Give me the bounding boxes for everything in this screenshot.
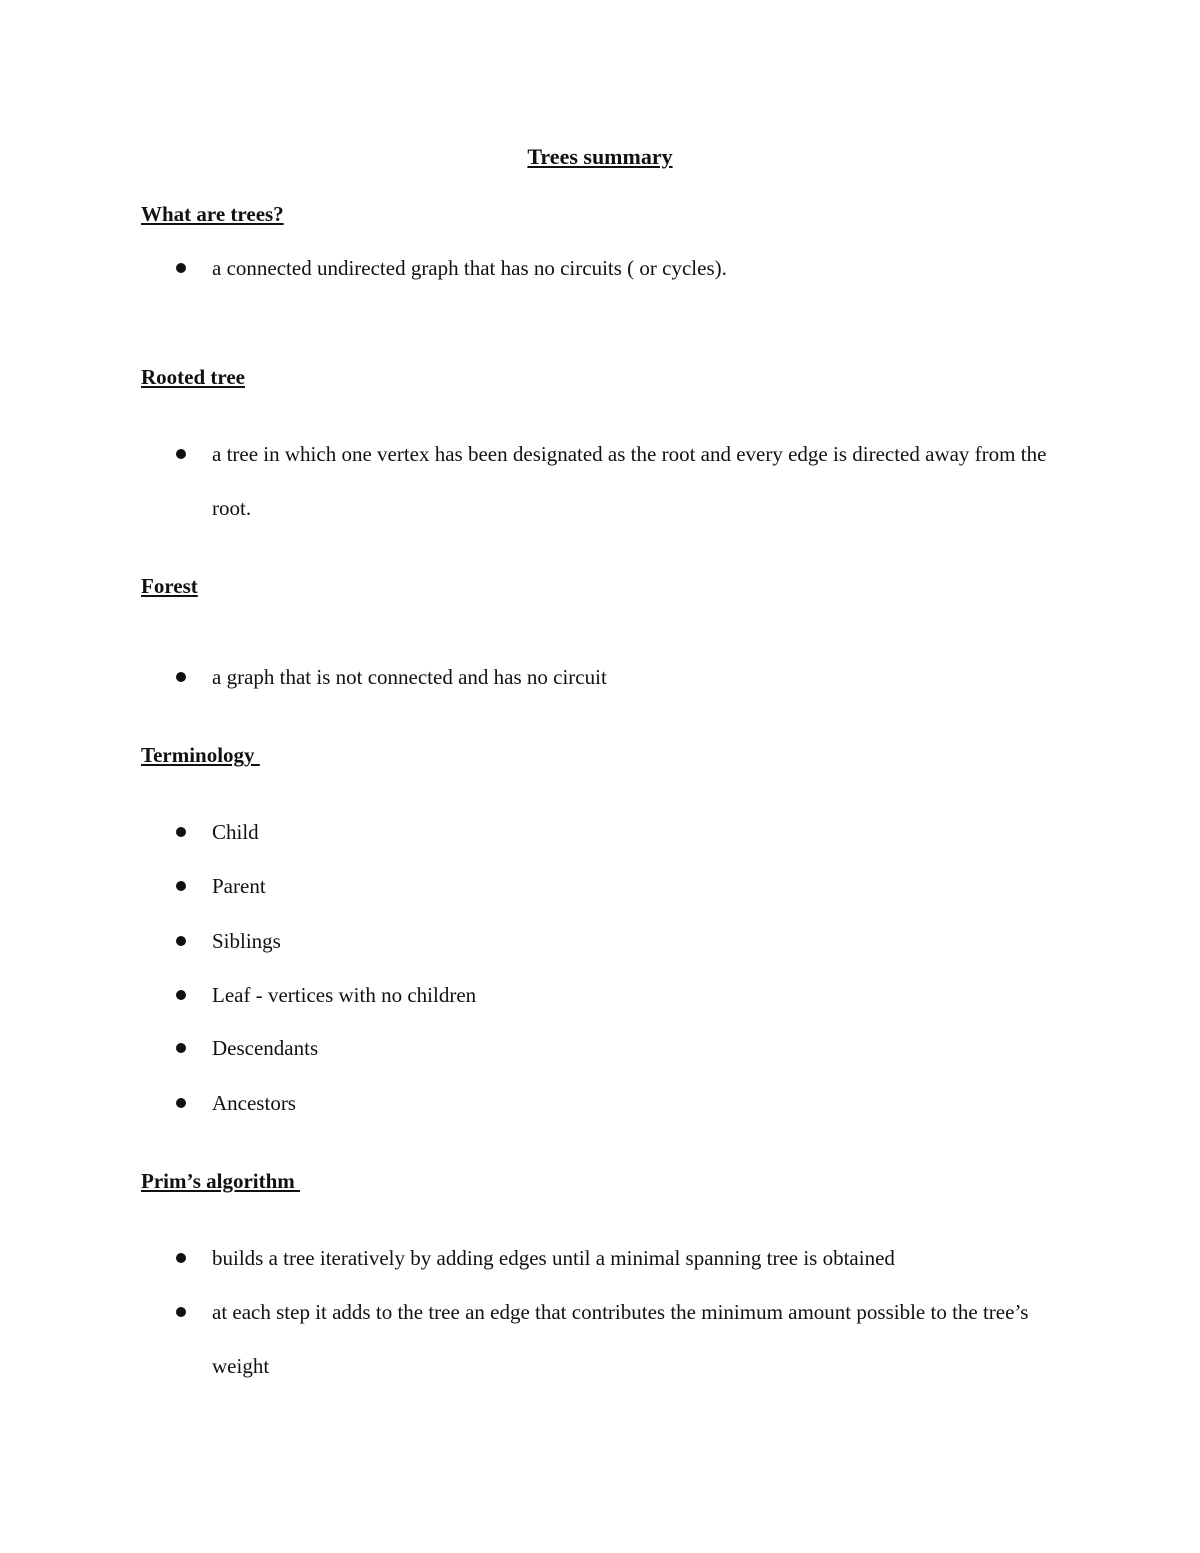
- list-item: [176, 650, 1056, 704]
- list-item: [176, 241, 1056, 295]
- section-heading-forest: Forest: [141, 574, 198, 598]
- page-title: Trees summary: [527, 144, 673, 169]
- bullet-icon: [176, 881, 186, 891]
- list-item: [176, 427, 1056, 535]
- list-item: [176, 968, 1056, 1022]
- section-heading-what-are-trees: What are trees?: [141, 202, 284, 226]
- list-item-text: a graph that is not connected and has no circuit: [212, 665, 607, 689]
- list-item: [176, 1231, 1056, 1285]
- list-item: [176, 805, 1056, 859]
- list-item-text: Leaf - vertices with no children: [212, 983, 477, 1007]
- list-item-text: builds a tree iteratively by adding edges until a minimal spanning tree is obtained: [212, 1246, 895, 1270]
- bullet-icon: [176, 936, 186, 946]
- bullet-icon: [176, 1043, 186, 1053]
- list-item: [176, 914, 1056, 968]
- list-item-text: a connected undirected graph that has no circuits ( or cycles).: [212, 256, 727, 280]
- list-item-text: a tree in which one vertex has been designated as the root and every edge is directed away from the root.: [212, 442, 1047, 520]
- bullet-icon: [176, 827, 186, 837]
- list-item-text: Parent: [212, 874, 266, 898]
- section-heading-prims-algorithm: Prim’s algorithm: [141, 1169, 301, 1193]
- bullet-icon: [176, 263, 186, 273]
- bullet-icon: [176, 1307, 186, 1317]
- bullet-icon: [176, 449, 186, 459]
- list-item: [176, 1021, 1056, 1075]
- list-item-text: at each step it adds to the tree an edge that contributes the minimum amount possible to the tree’s weight: [212, 1300, 1029, 1378]
- bullet-icon: [176, 1253, 186, 1263]
- bullet-icon: [176, 672, 186, 682]
- list-item-text: Child: [212, 820, 259, 844]
- list-item: [176, 859, 1056, 913]
- list-item-text: Descendants: [212, 1036, 319, 1060]
- section-heading-rooted-tree: Rooted tree: [141, 365, 245, 389]
- bullet-icon: [176, 990, 186, 1000]
- list-item-text: Ancestors: [212, 1091, 296, 1115]
- bullet-icon: [176, 1098, 186, 1108]
- list-item-text: Siblings: [212, 929, 281, 953]
- list-item: [176, 1076, 1056, 1130]
- section-heading-terminology: Terminology: [141, 743, 260, 767]
- list-item: [176, 1285, 1056, 1393]
